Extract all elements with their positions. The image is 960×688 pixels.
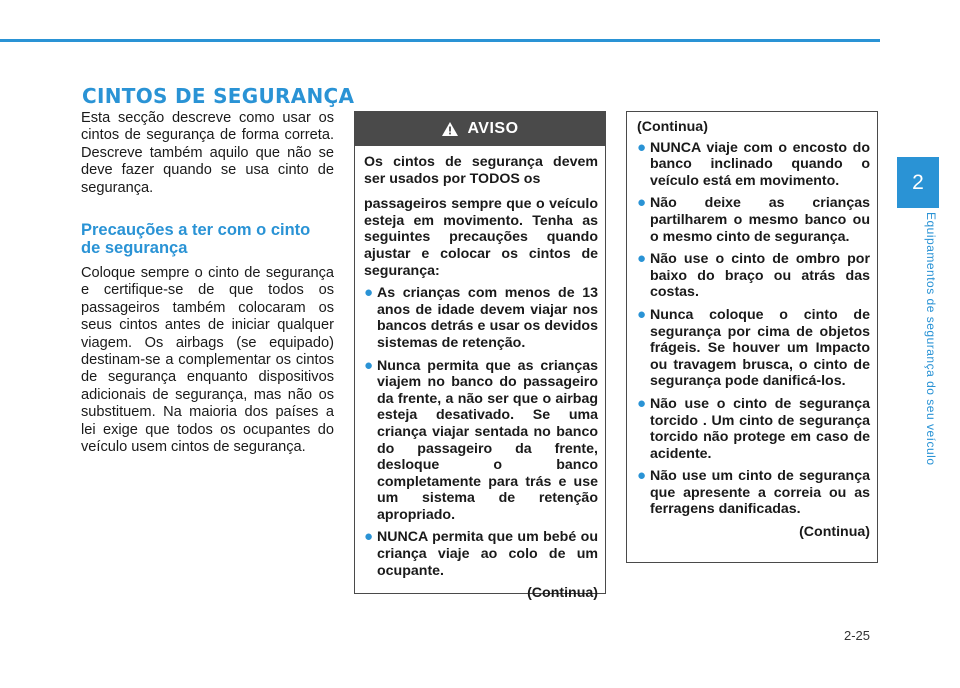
- warning-triangle-icon: [441, 121, 459, 137]
- continuation-box: [626, 111, 878, 563]
- list-item: ● NUNCA viaje com o encosto do banco inclinado quando o veículo está em movimento.: [637, 138, 870, 189]
- warning-box: [354, 111, 606, 602]
- list-item: ● As crianças com menos de 13 anos de idade devem viajar nos bancos detrás e usar os devidos sistemas de retenção.: [364, 284, 598, 351]
- bullet-dot-icon: ●: [637, 138, 647, 156]
- chapter-title: Equipamentos de segurança do seu veículo: [924, 212, 938, 466]
- bullet-dot-icon: ●: [637, 467, 647, 485]
- list-item: ● NUNCA permita que um bebé ou criança viaje ao colo de um ocupante.: [364, 528, 598, 579]
- warning-label: AVISO: [467, 120, 519, 137]
- list-item: ● Nunca coloque o cinto de segurança por cima de objetos frágeis. Se houver um Impacto ou travagem brusca, o cinto de segurança pode danificá-los.: [637, 305, 870, 390]
- warning-body: [355, 146, 605, 602]
- warning-bullet-list: [364, 285, 598, 579]
- top-rule: [0, 39, 880, 42]
- intro-paragraph: Esta secção descreve como usar os cintos de segurança de forma correta. Descreve também aquilo que não se deve fazer quando se usa cinto de segurança.: [81, 110, 334, 196]
- bullet-dot-icon: ●: [637, 394, 647, 412]
- left-column: [81, 110, 334, 457]
- chapter-title-vertical: [918, 212, 944, 490]
- bullet-dot-icon: ●: [364, 284, 374, 302]
- continued-label: (Continua): [799, 524, 870, 541]
- bullet-dot-icon: ●: [637, 305, 647, 323]
- list-item: ● Não use um cinto de segurança que apresente a correia ou as ferragens danificadas.: [637, 467, 870, 518]
- continued-label: (Continua): [527, 585, 598, 602]
- bullet-dot-icon: ●: [637, 250, 647, 268]
- warning-paragraph: passageiros sempre que o veículo esteja em movimento. Tenha as seguintes precauções quando ajustar e colocar os cintos de segurança:: [364, 196, 598, 279]
- bullet-dot-icon: ●: [364, 356, 374, 374]
- warning-header: [355, 112, 605, 146]
- list-item: ● Nunca permita que as crianças viajem no banco do passageiro da frente, a não ser que o airbag esteja desativado. Se uma criança viajar sentada no banco do passageiro da frente, desloque o banco completamente para trás e use um sistema de retenção apropriado.: [364, 356, 598, 523]
- continuation-header: (Continua): [637, 119, 708, 135]
- bullet-dot-icon: ●: [637, 194, 647, 212]
- continuation-bullet-list: [637, 140, 870, 518]
- bullet-dot-icon: ●: [364, 528, 374, 546]
- warning-paragraph: Os cintos de segurança devem ser usados por TODOS os: [364, 154, 598, 187]
- section-title: CINTOS DE SEGURANÇA: [82, 84, 355, 108]
- list-item: ● Não deixe as crianças partilharem o mesmo banco ou o mesmo cinto de segurança.: [637, 194, 870, 245]
- page-number: 2-25: [844, 628, 871, 643]
- list-item: ● Não use o cinto de ombro por baixo do braço ou atrás das costas.: [637, 250, 870, 301]
- subheading: Precauções a ter com o cinto de segurança: [81, 221, 311, 258]
- body-paragraph: Coloque sempre o cinto de segurança e certifique-se de que todos os passageiros também colocaram os seus cintos antes de iniciar qualquer viagem. Os airbags (se equipado) destinam-se a complementar os cintos de segurança enquanto dispositivos adicionais de segurança, mas não os substituem. Na maioria dos países a lei exige que todos os ocupantes do veículo usem cintos de segurança.: [81, 265, 334, 456]
- chapter-tab: 2: [897, 157, 939, 208]
- list-item: ● Não use o cinto de segurança torcido . Um cinto de segurança torcido não protege em caso de acidente.: [637, 394, 870, 462]
